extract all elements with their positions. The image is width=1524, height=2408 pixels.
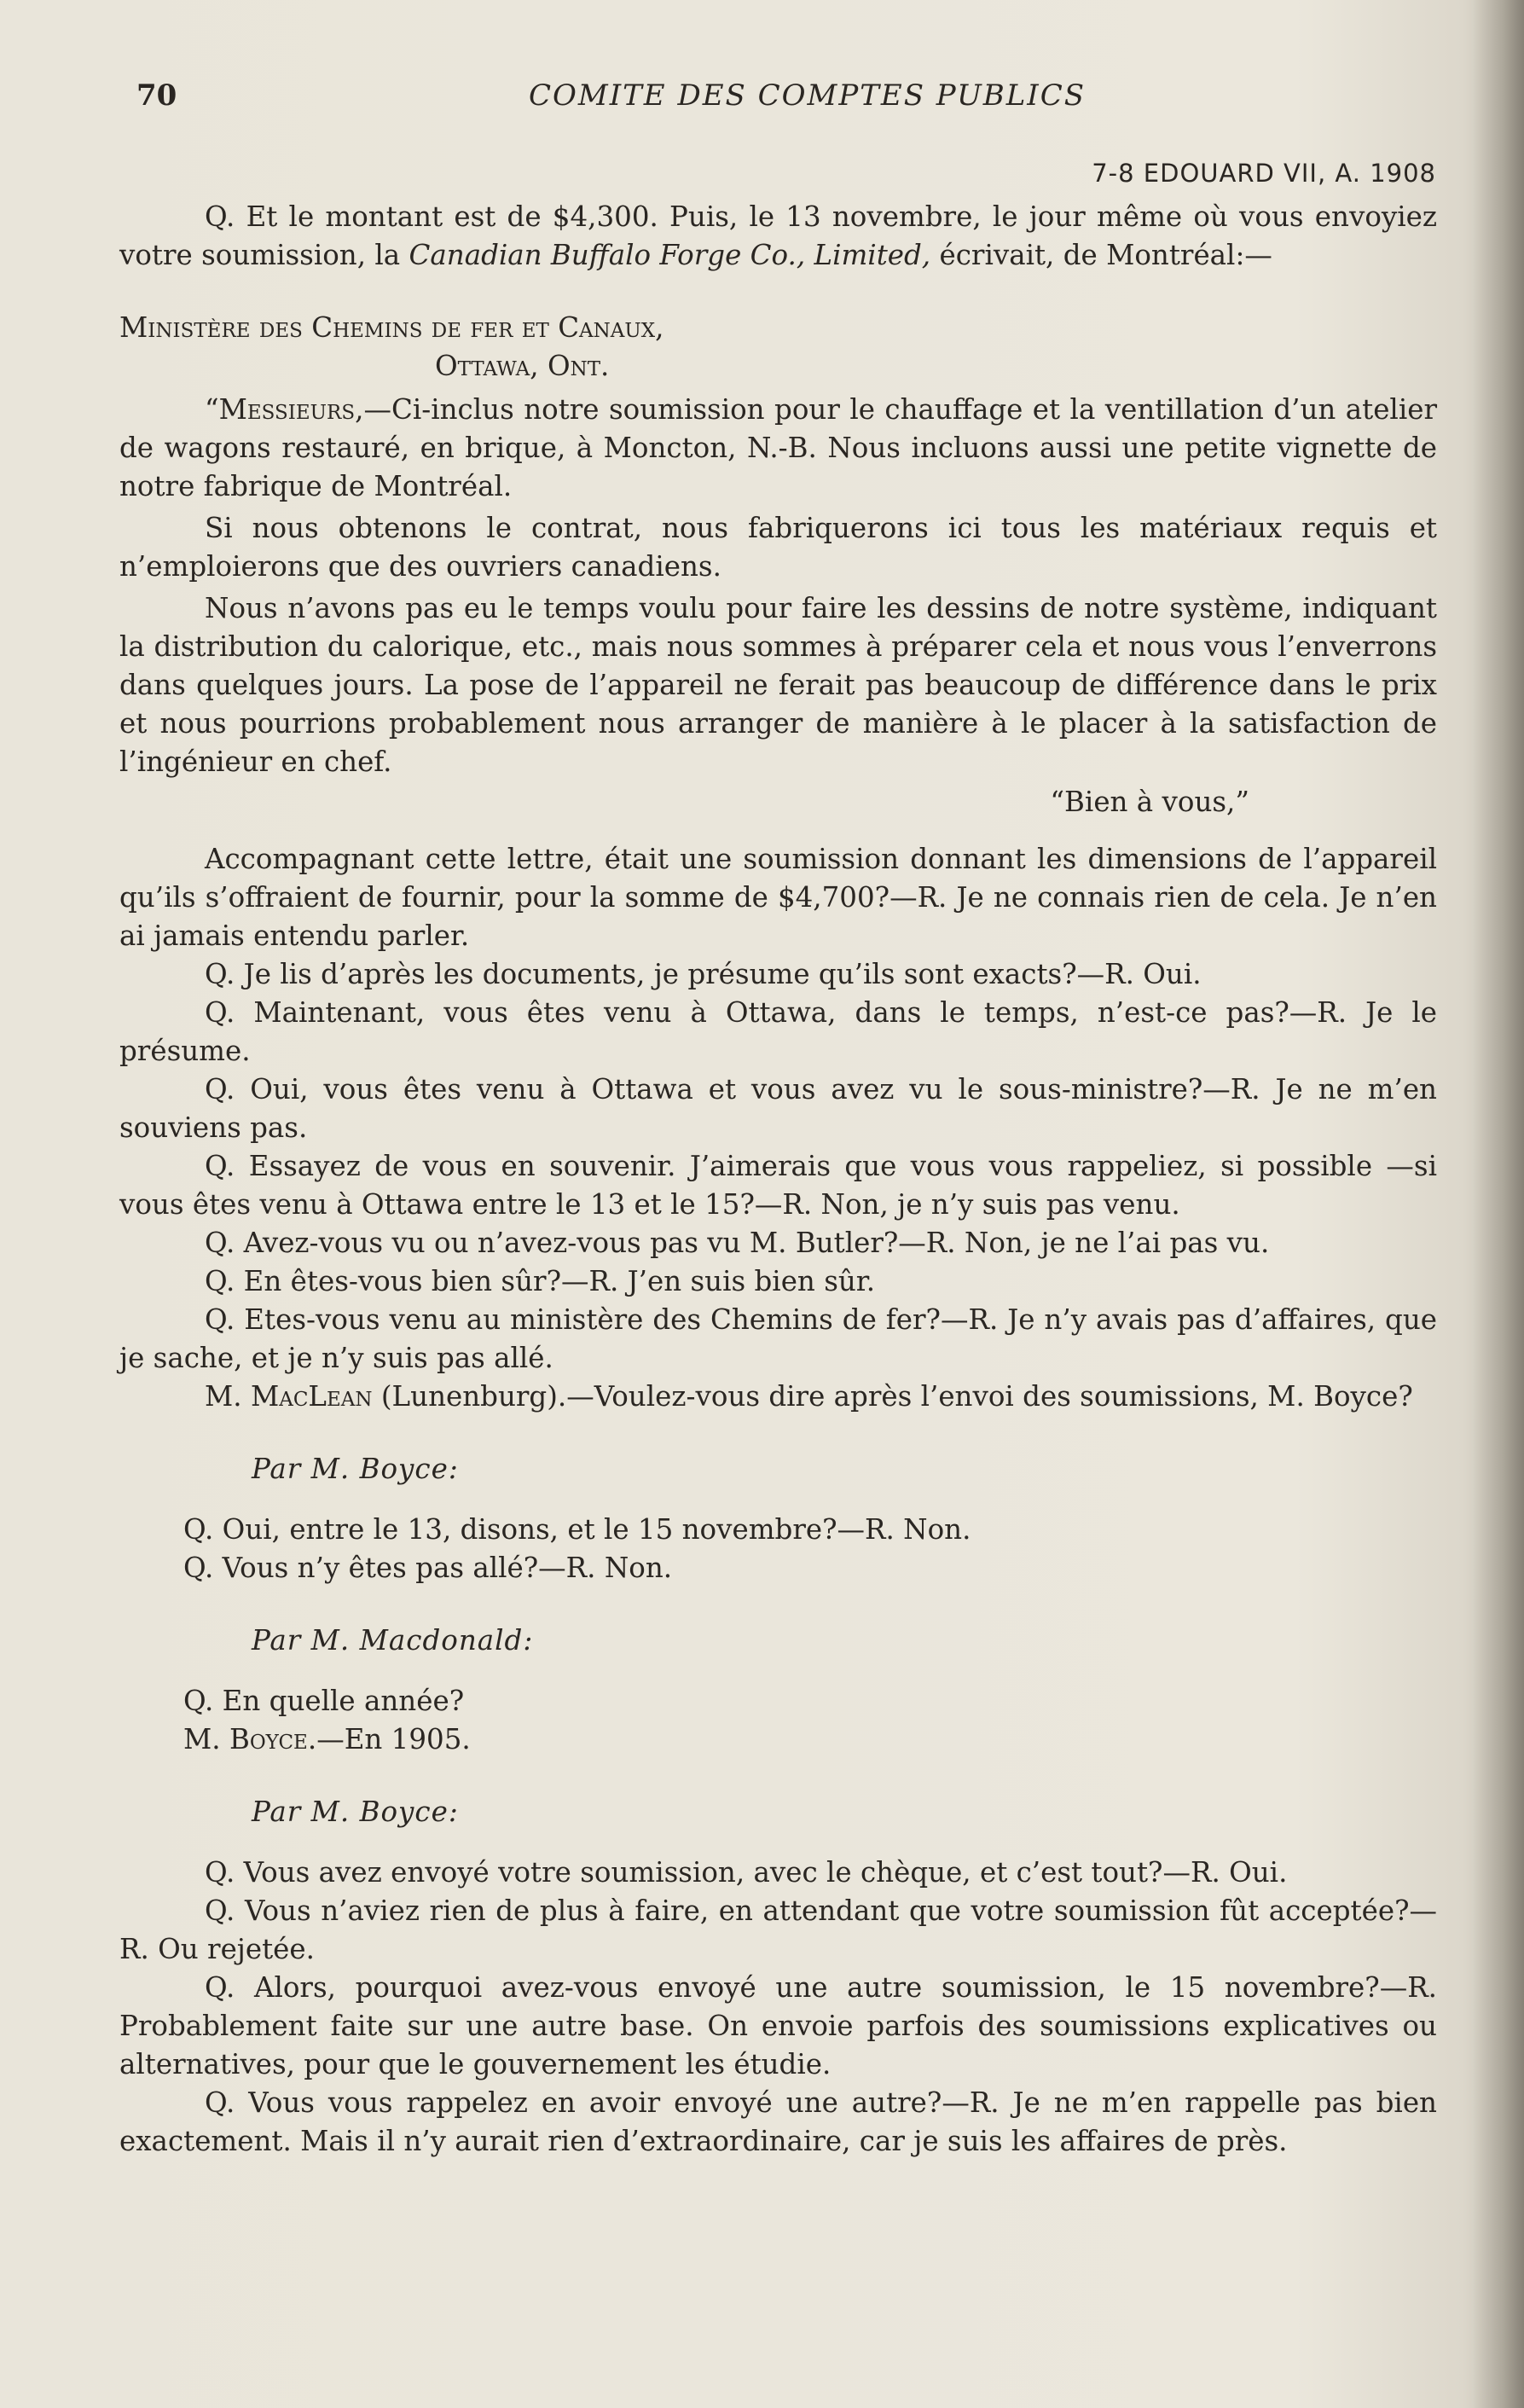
maclean-text: (Lunenburg).—Voulez-vous dire après l’envoi des soumissions, M. Boyce? — [380, 1380, 1413, 1413]
session-label: 7-8 EDOUARD VII, A. 1908 — [1092, 159, 1436, 188]
qa-oui-ottawa: Q. Oui, vous êtes venu à Ottawa et vous avez vu le sous-ministre?—R. Je ne m’en souviens pas. — [119, 1073, 1437, 1144]
paragraph-intro — [119, 198, 1437, 275]
company-name: Canadian Buffalo Forge Co., Limited, — [409, 239, 931, 271]
qa-alle: Q. Vous n’y êtes pas allé?—R. Non. — [183, 1552, 673, 1584]
running-header — [136, 78, 1441, 121]
intro-end: écrivait, de Montréal:— — [939, 239, 1272, 271]
qa-alors: Q. Alors, pourquoi avez-vous envoyé une autre soumission, le 15 novembre?—R. Probablement faite sur une autre base. On envoie parfois des soumissions explicatives ou alternatives, pour que le gouvernement les étudie. — [119, 1971, 1437, 2080]
letter-salutation: “Messieurs, — [205, 393, 364, 426]
letter-address-ministry: Ministère des Chemins de fer et Canaux, — [119, 311, 664, 344]
letter-paragraph-1-text: —Ci-inclus notre soumission pour le chauffage et la ventillation d’un atelier de wagons restauré, en brique, à Moncton, N.-B. Nous incluons aussi une petite vignette de notre fabrique de Montréal. — [119, 393, 1437, 502]
letter-paragraph-3: Nous n’avons pas eu le temps voulu pour faire les dessins de notre système, indiquant la distribution du calorique, etc., mais nous sommes à préparer cela et nous vous l’enverrons dans quelques jours. La pose de l’appareil ne ferait pas beaucoup de différence dans le prix et nous pourrions probablement nous arranger de manière à le placer à la satisfaction de l’ingénieur en chef. — [119, 592, 1437, 778]
letter-paragraph-1 — [119, 391, 1437, 506]
qa-rappelez: Q. Vous vous rappelez en avoir envoyé une autre?—R. Je ne m’en rappelle pas bien exactement. Mais il n’y aurait rien d’extraordinaire, car je suis les affaires de près. — [119, 2086, 1437, 2157]
qa-lis: Q. Je lis d’après les documents, je présume qu’ils sont exacts?—R. Oui. — [205, 958, 1202, 990]
running-title: COMITE DES COMPTES PUBLICS — [529, 78, 1087, 113]
boyce-name: M. Boyce. — [183, 1723, 317, 1755]
boyce-answer — [119, 1720, 1437, 1759]
speaker-heading-boyce: Par M. Boyce: — [252, 1453, 459, 1485]
speaker-heading-macdonald: Par M. Macdonald: — [252, 1624, 534, 1657]
letter-signoff: “Bien à vous,” — [1050, 786, 1249, 818]
page-body — [119, 198, 1437, 2161]
qa-butler: Q. Avez-vous vu ou n’avez-vous pas vu M. Butler?—R. Non, je ne l’ai pas vu. — [205, 1227, 1270, 1259]
qa-maintenant: Q. Maintenant, vous êtes venu à Ottawa, dans le temps, n’est-ce pas?—R. Je le présume. — [119, 996, 1437, 1067]
qa-rien: Q. Vous n’aviez rien de plus à faire, en attendant que votre soumission fût acceptée?—R. Ou rejetée. — [119, 1894, 1437, 1965]
intro-text: Q. Et le montant est de $4,300. Puis, le 13 novembre, le jour même où vous envoyiez votre soumission, la — [119, 200, 1437, 271]
qa-etes-vous: Q. Etes-vous venu au ministère des Chemins de fer?—R. Je n’y avais pas d’affaires, que je sache, et je n’y suis pas allé. — [119, 1303, 1437, 1374]
paragraph-accompagnant: Accompagnant cette lettre, était une soumission donnant les dimensions de l’appareil qu’ils s’offraient de fournir, pour la somme de $4,700?—R. Je ne connais rien de cela. Je n’en ai jamais entendu parler. — [119, 843, 1437, 952]
letter-paragraph-2: Si nous obtenons le contrat, nous fabriquerons ici tous les matériaux requis et n’emploierons que des ouvriers canadiens. — [119, 512, 1437, 583]
qa-envoye: Q. Vous avez envoyé votre soumission, avec le chèque, et c’est tout?—R. Oui. — [205, 1856, 1288, 1889]
page-binding-shadow — [1473, 0, 1524, 2408]
qa-sur: Q. En êtes-vous bien sûr?—R. J’en suis bien sûr. — [205, 1265, 876, 1297]
boyce-answer-text: —En 1905. — [316, 1723, 471, 1755]
maclean-remark — [119, 1378, 1437, 1416]
page-number: 70 — [136, 78, 177, 113]
letter-address-city: Ottawa, Ont. — [435, 350, 610, 382]
qa-annee: Q. En quelle année? — [183, 1685, 465, 1717]
maclean-name: M. MacLean — [205, 1380, 373, 1413]
qa-essayez: Q. Essayez de vous en souvenir. J’aimerais que vous vous rappeliez, si possible —si vous êtes venu à Ottawa entre le 13 et le 15?—R. Non, je n’y suis pas venu. — [119, 1150, 1437, 1221]
speaker-heading-boyce-2: Par M. Boyce: — [252, 1796, 459, 1828]
qa-entre: Q. Oui, entre le 13, disons, et le 15 novembre?—R. Non. — [183, 1513, 971, 1546]
